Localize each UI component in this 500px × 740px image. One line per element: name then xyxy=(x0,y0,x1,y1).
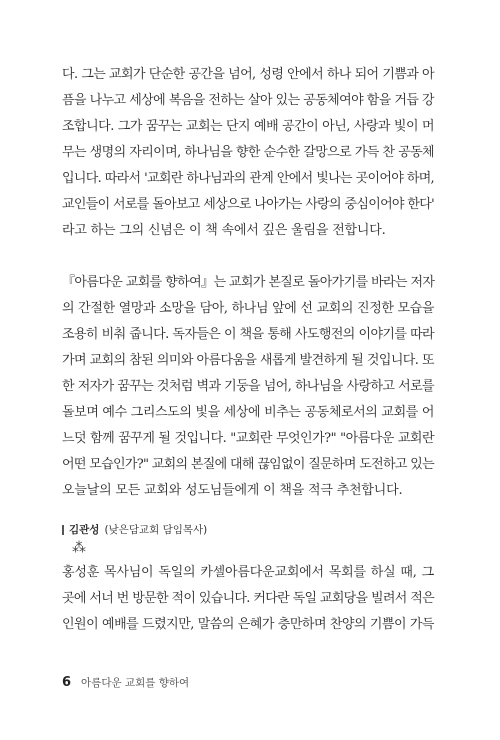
section-ornament-icon: ⁂ xyxy=(72,540,86,556)
text-line: 다. 그는 교회가 단순한 공간을 넘어, 성령 안에서 하나 되어 기쁨과 아 xyxy=(62,67,434,82)
text-line: 홍성훈 목사님이 독일의 카셀아름다운교회에서 목회를 하실 때, 그 xyxy=(62,565,434,580)
text-line: 인원이 예배를 드렸지만, 말씀의 은혜가 충만하며 찬양의 기쁨이 가득 xyxy=(62,617,434,632)
text-line: 교인들이 서로를 돌아보고 세상으로 나아가는 사랑의 중심이어야 한다' xyxy=(62,197,434,212)
text-line: 입니다. 따라서 '교회란 하나님과의 관계 안에서 빛나는 곳이어야 하며, xyxy=(62,171,434,186)
text-line: 가며 교회의 참된 의미와 아름다움을 새롭게 발견하게 될 것입니다. 또 xyxy=(62,353,434,368)
running-title: 아름다운 교회를 향하여 xyxy=(81,677,190,689)
text-line: 오늘날의 모든 교회와 성도님들에게 이 책을 적극 추천합니다. xyxy=(62,483,403,498)
recommender-name: 김관성 xyxy=(69,524,100,536)
text-line: 한 저자가 꿈꾸는 것처럼 벽과 기둥을 넘어, 하나님을 사랑하고 서로를 xyxy=(62,379,434,394)
text-line: 라고 하는 그의 신념은 이 책 속에서 깊은 울림을 전합니다. xyxy=(62,223,386,238)
text-line: 어떤 모습인가?" 교회의 본질에 대해 끊임없이 질문하며 도전하고 있는 xyxy=(62,457,434,472)
text-line: 픔을 나누고 세상에 복음을 전하는 살아 있는 공동체여야 함을 거듭 강 xyxy=(62,93,434,108)
recommender-role: (낮은담교회 담임목사) xyxy=(104,524,208,536)
text-line: 『아름다운 교회를 향하여』는 교회가 본질로 돌아가기를 바라는 저자 xyxy=(62,275,435,290)
text-line: 조합니다. 그가 꿈꾸는 교회는 단지 예배 공간이 아닌, 사랑과 빛이 머 xyxy=(62,119,434,134)
text-line: 돌보며 예수 그리스도의 빛을 세상에 비추는 공동체로서의 교회를 어 xyxy=(62,405,434,420)
paragraph-1 xyxy=(62,62,434,244)
paragraph-3 xyxy=(62,560,434,638)
recommender-attribution xyxy=(62,522,207,537)
text-line: 무는 생명의 자리이며, 하나님을 향한 순수한 갈망으로 가득 찬 공동체 xyxy=(62,145,434,160)
text-line: 조용히 비춰 줍니다. 독자들은 이 책을 통해 사도행전의 이야기를 따라 xyxy=(62,327,434,342)
text-line: 의 간절한 열망과 소망을 담아, 하나님 앞에 선 교회의 진정한 모습을 xyxy=(62,301,434,316)
page-number: 6 xyxy=(62,675,72,690)
text-line: 곳에 서너 번 방문한 적이 있습니다. 커다란 독일 교회당을 빌려서 적은 xyxy=(62,591,434,606)
attribution-bar-icon xyxy=(62,525,64,535)
text-line: 느덧 함께 꿈꾸게 될 것입니다. "교회란 무엇인가?" "아름다운 교회란 xyxy=(62,431,434,446)
paragraph-2 xyxy=(62,270,434,504)
page-footer xyxy=(62,675,189,690)
